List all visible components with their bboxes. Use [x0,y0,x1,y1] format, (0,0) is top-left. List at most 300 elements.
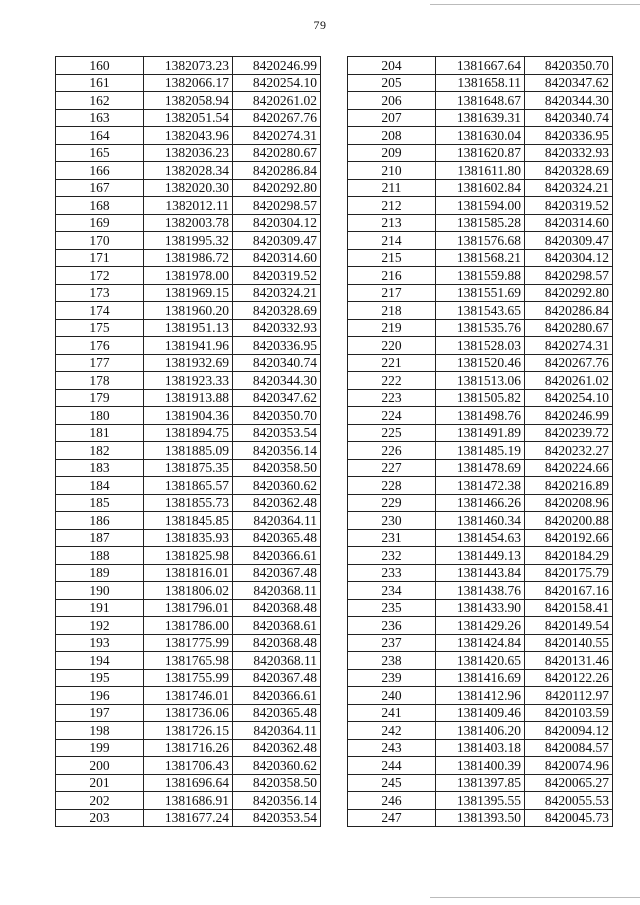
point-number-cell: 193 [56,634,144,652]
y-coordinate-cell: 8420353.54 [233,424,321,442]
table-row [348,547,613,565]
table-row [56,214,321,232]
point-number-cell: 214 [348,232,436,250]
x-coordinate-cell: 1381816.01 [144,564,233,582]
point-number-cell: 197 [56,704,144,722]
x-coordinate-cell: 1381543.65 [436,302,525,320]
x-coordinate-cell: 1381466.26 [436,494,525,512]
point-number-cell: 221 [348,354,436,372]
y-coordinate-cell: 8420344.30 [233,372,321,390]
y-coordinate-cell: 8420368.61 [233,617,321,635]
point-number-cell: 194 [56,652,144,670]
table-row [56,512,321,530]
point-number-cell: 164 [56,127,144,145]
table-row [56,442,321,460]
y-coordinate-cell: 8420232.27 [525,442,613,460]
point-number-cell: 233 [348,564,436,582]
y-coordinate-cell: 8420324.21 [525,179,613,197]
x-coordinate-cell: 1381611.80 [436,162,525,180]
table-row [348,284,613,302]
table-row [348,494,613,512]
y-coordinate-cell: 8420328.69 [233,302,321,320]
point-number-cell: 177 [56,354,144,372]
y-coordinate-cell: 8420362.48 [233,494,321,512]
y-coordinate-cell: 8420304.12 [525,249,613,267]
x-coordinate-cell: 1381951.13 [144,319,233,337]
x-coordinate-cell: 1381520.46 [436,354,525,372]
point-number-cell: 195 [56,669,144,687]
table-row [56,127,321,145]
point-number-cell: 211 [348,179,436,197]
table-row [348,774,613,792]
y-coordinate-cell: 8420367.48 [233,669,321,687]
y-coordinate-cell: 8420356.14 [233,792,321,810]
x-coordinate-cell: 1381403.18 [436,739,525,757]
y-coordinate-cell: 8420332.93 [233,319,321,337]
table-row [348,634,613,652]
point-number-cell: 239 [348,669,436,687]
x-coordinate-cell: 1381551.69 [436,284,525,302]
y-coordinate-cell: 8420356.14 [233,442,321,460]
table-row [56,582,321,600]
y-coordinate-cell: 8420208.96 [525,494,613,512]
table-row [348,739,613,757]
x-coordinate-cell: 1381594.00 [436,197,525,215]
x-coordinate-cell: 1381995.32 [144,232,233,250]
table-row [348,809,613,827]
x-coordinate-cell: 1381923.33 [144,372,233,390]
x-coordinate-cell: 1382003.78 [144,214,233,232]
x-coordinate-cell: 1381620.87 [436,144,525,162]
y-coordinate-cell: 8420368.11 [233,652,321,670]
table-row [348,302,613,320]
x-coordinate-cell: 1381706.43 [144,757,233,775]
y-coordinate-cell: 8420328.69 [525,162,613,180]
point-number-cell: 238 [348,652,436,670]
x-coordinate-cell: 1381585.28 [436,214,525,232]
point-number-cell: 186 [56,512,144,530]
x-coordinate-cell: 1381535.76 [436,319,525,337]
x-coordinate-cell: 1381978.00 [144,267,233,285]
x-coordinate-cell: 1381765.98 [144,652,233,670]
point-number-cell: 163 [56,109,144,127]
point-number-cell: 244 [348,757,436,775]
table-row [348,74,613,92]
table-row [56,687,321,705]
x-coordinate-cell: 1381932.69 [144,354,233,372]
table-row [56,547,321,565]
y-coordinate-cell: 8420239.72 [525,424,613,442]
y-coordinate-cell: 8420216.89 [525,477,613,495]
y-coordinate-cell: 8420304.12 [233,214,321,232]
y-coordinate-cell: 8420055.53 [525,792,613,810]
point-number-cell: 161 [56,74,144,92]
point-number-cell: 162 [56,92,144,110]
x-coordinate-cell: 1381865.57 [144,477,233,495]
point-number-cell: 206 [348,92,436,110]
y-coordinate-cell: 8420149.54 [525,617,613,635]
y-coordinate-cell: 8420045.73 [525,809,613,827]
table-row [56,529,321,547]
point-number-cell: 231 [348,529,436,547]
x-coordinate-cell: 1382012.11 [144,197,233,215]
table-row [348,424,613,442]
point-number-cell: 226 [348,442,436,460]
x-coordinate-cell: 1381969.15 [144,284,233,302]
table-row [56,704,321,722]
point-number-cell: 222 [348,372,436,390]
y-coordinate-cell: 8420353.54 [233,809,321,827]
x-coordinate-cell: 1381904.36 [144,407,233,425]
x-coordinate-cell: 1381941.96 [144,337,233,355]
table-row [56,722,321,740]
table-row [348,617,613,635]
table-row [348,442,613,460]
point-number-cell: 205 [348,74,436,92]
x-coordinate-cell: 1381472.38 [436,477,525,495]
table-row [56,669,321,687]
y-coordinate-cell: 8420332.93 [525,144,613,162]
y-coordinate-cell: 8420367.48 [233,564,321,582]
point-number-cell: 204 [348,57,436,75]
x-coordinate-cell: 1381630.04 [436,127,525,145]
table-row [348,109,613,127]
x-coordinate-cell: 1381875.35 [144,459,233,477]
table-row [348,599,613,617]
x-coordinate-cell: 1382073.23 [144,57,233,75]
y-coordinate-cell: 8420254.10 [233,74,321,92]
y-coordinate-cell: 8420368.48 [233,634,321,652]
table-row [56,634,321,652]
y-coordinate-cell: 8420074.96 [525,757,613,775]
y-coordinate-cell: 8420184.29 [525,547,613,565]
x-coordinate-cell: 1381424.84 [436,634,525,652]
table-row [348,652,613,670]
point-number-cell: 232 [348,547,436,565]
y-coordinate-cell: 8420350.70 [525,57,613,75]
point-number-cell: 199 [56,739,144,757]
point-number-cell: 218 [348,302,436,320]
x-coordinate-cell: 1381960.20 [144,302,233,320]
table-row [348,792,613,810]
y-coordinate-cell: 8420358.50 [233,459,321,477]
table-row [56,74,321,92]
y-coordinate-cell: 8420280.67 [233,144,321,162]
table-row [348,179,613,197]
point-number-cell: 189 [56,564,144,582]
point-number-cell: 224 [348,407,436,425]
coordinates-table-left [55,56,321,827]
table-row [56,179,321,197]
point-number-cell: 201 [56,774,144,792]
table-row [348,512,613,530]
y-coordinate-cell: 8420292.80 [525,284,613,302]
y-coordinate-cell: 8420314.60 [525,214,613,232]
point-number-cell: 227 [348,459,436,477]
x-coordinate-cell: 1381602.84 [436,179,525,197]
point-number-cell: 200 [56,757,144,775]
y-coordinate-cell: 8420084.57 [525,739,613,757]
y-coordinate-cell: 8420347.62 [233,389,321,407]
x-coordinate-cell: 1381806.02 [144,582,233,600]
x-coordinate-cell: 1381438.76 [436,582,525,600]
y-coordinate-cell: 8420360.62 [233,477,321,495]
x-coordinate-cell: 1381845.85 [144,512,233,530]
table-row [56,162,321,180]
table-row [56,599,321,617]
point-number-cell: 245 [348,774,436,792]
x-coordinate-cell: 1381513.06 [436,372,525,390]
y-coordinate-cell: 8420246.99 [233,57,321,75]
y-coordinate-cell: 8420319.52 [233,267,321,285]
y-coordinate-cell: 8420368.11 [233,582,321,600]
y-coordinate-cell: 8420344.30 [525,92,613,110]
y-coordinate-cell: 8420254.10 [525,389,613,407]
table-row [348,704,613,722]
point-number-cell: 172 [56,267,144,285]
point-number-cell: 185 [56,494,144,512]
x-coordinate-cell: 1381568.21 [436,249,525,267]
y-coordinate-cell: 8420309.47 [233,232,321,250]
table-row [348,529,613,547]
x-coordinate-cell: 1381726.15 [144,722,233,740]
x-coordinate-cell: 1382036.23 [144,144,233,162]
x-coordinate-cell: 1381825.98 [144,547,233,565]
point-number-cell: 173 [56,284,144,302]
x-coordinate-cell: 1381460.34 [436,512,525,530]
table-row [56,424,321,442]
x-coordinate-cell: 1381397.85 [436,774,525,792]
table-row [348,319,613,337]
y-coordinate-cell: 8420286.84 [233,162,321,180]
table-row [348,197,613,215]
y-coordinate-cell: 8420365.48 [233,529,321,547]
point-number-cell: 184 [56,477,144,495]
x-coordinate-cell: 1381716.26 [144,739,233,757]
y-coordinate-cell: 8420340.74 [233,354,321,372]
x-coordinate-cell: 1382043.96 [144,127,233,145]
point-number-cell: 208 [348,127,436,145]
point-number-cell: 182 [56,442,144,460]
point-number-cell: 180 [56,407,144,425]
x-coordinate-cell: 1381443.84 [436,564,525,582]
x-coordinate-cell: 1381855.73 [144,494,233,512]
point-number-cell: 169 [56,214,144,232]
x-coordinate-cell: 1381775.99 [144,634,233,652]
table-row [56,197,321,215]
point-number-cell: 165 [56,144,144,162]
point-number-cell: 191 [56,599,144,617]
table-row [56,337,321,355]
x-coordinate-cell: 1381576.68 [436,232,525,250]
table-row [56,92,321,110]
table-row [56,792,321,810]
y-coordinate-cell: 8420366.61 [233,547,321,565]
x-coordinate-cell: 1381416.69 [436,669,525,687]
y-coordinate-cell: 8420364.11 [233,512,321,530]
table-row [348,214,613,232]
table-row [56,809,321,827]
x-coordinate-cell: 1381449.13 [436,547,525,565]
table-row [56,372,321,390]
table-row [348,564,613,582]
table-row [56,564,321,582]
x-coordinate-cell: 1381667.64 [436,57,525,75]
x-coordinate-cell: 1381395.55 [436,792,525,810]
point-number-cell: 176 [56,337,144,355]
point-number-cell: 179 [56,389,144,407]
table-row [56,407,321,425]
y-coordinate-cell: 8420358.50 [233,774,321,792]
x-coordinate-cell: 1381835.93 [144,529,233,547]
table-row [348,249,613,267]
table-row [348,372,613,390]
y-coordinate-cell: 8420274.31 [525,337,613,355]
y-coordinate-cell: 8420314.60 [233,249,321,267]
y-coordinate-cell: 8420103.59 [525,704,613,722]
x-coordinate-cell: 1382020.30 [144,179,233,197]
table-row [348,57,613,75]
x-coordinate-cell: 1381491.89 [436,424,525,442]
point-number-cell: 167 [56,179,144,197]
x-coordinate-cell: 1381686.91 [144,792,233,810]
y-coordinate-cell: 8420340.74 [525,109,613,127]
y-coordinate-cell: 8420131.46 [525,652,613,670]
y-coordinate-cell: 8420292.80 [233,179,321,197]
point-number-cell: 247 [348,809,436,827]
y-coordinate-cell: 8420261.02 [525,372,613,390]
y-coordinate-cell: 8420274.31 [233,127,321,145]
table-row [56,284,321,302]
point-number-cell: 178 [56,372,144,390]
point-number-cell: 234 [348,582,436,600]
y-coordinate-cell: 8420112.97 [525,687,613,705]
table-row [348,127,613,145]
x-coordinate-cell: 1381736.06 [144,704,233,722]
x-coordinate-cell: 1382028.34 [144,162,233,180]
table-row [348,389,613,407]
x-coordinate-cell: 1381639.31 [436,109,525,127]
y-coordinate-cell: 8420364.11 [233,722,321,740]
table-row [348,722,613,740]
table-row [56,389,321,407]
table-row [348,407,613,425]
x-coordinate-cell: 1381478.69 [436,459,525,477]
point-number-cell: 192 [56,617,144,635]
x-coordinate-cell: 1381986.72 [144,249,233,267]
x-coordinate-cell: 1381913.88 [144,389,233,407]
x-coordinate-cell: 1381498.76 [436,407,525,425]
point-number-cell: 207 [348,109,436,127]
point-number-cell: 188 [56,547,144,565]
table-row [56,249,321,267]
y-coordinate-cell: 8420280.67 [525,319,613,337]
y-coordinate-cell: 8420167.16 [525,582,613,600]
x-coordinate-cell: 1381412.96 [436,687,525,705]
point-number-cell: 160 [56,57,144,75]
table-row [56,774,321,792]
point-number-cell: 213 [348,214,436,232]
table-row [56,494,321,512]
point-number-cell: 210 [348,162,436,180]
table-row [348,477,613,495]
y-coordinate-cell: 8420336.95 [233,337,321,355]
point-number-cell: 243 [348,739,436,757]
y-coordinate-cell: 8420362.48 [233,739,321,757]
x-coordinate-cell: 1382051.54 [144,109,233,127]
y-coordinate-cell: 8420350.70 [233,407,321,425]
x-coordinate-cell: 1381894.75 [144,424,233,442]
point-number-cell: 196 [56,687,144,705]
table-row [348,669,613,687]
y-coordinate-cell: 8420298.57 [525,267,613,285]
x-coordinate-cell: 1381885.09 [144,442,233,460]
x-coordinate-cell: 1381400.39 [436,757,525,775]
y-coordinate-cell: 8420122.26 [525,669,613,687]
point-number-cell: 170 [56,232,144,250]
point-number-cell: 198 [56,722,144,740]
point-number-cell: 181 [56,424,144,442]
x-coordinate-cell: 1381485.19 [436,442,525,460]
y-coordinate-cell: 8420267.76 [233,109,321,127]
point-number-cell: 235 [348,599,436,617]
x-coordinate-cell: 1381420.65 [436,652,525,670]
page-number: 79 [313,18,327,32]
point-number-cell: 240 [348,687,436,705]
scan-edge-line-top [430,4,640,5]
table-row [56,267,321,285]
x-coordinate-cell: 1381406.20 [436,722,525,740]
table-row [56,354,321,372]
table-row [56,477,321,495]
point-number-cell: 228 [348,477,436,495]
y-coordinate-cell: 8420140.55 [525,634,613,652]
x-coordinate-cell: 1381528.03 [436,337,525,355]
table-row [56,739,321,757]
point-number-cell: 215 [348,249,436,267]
table-row [348,459,613,477]
point-number-cell: 220 [348,337,436,355]
point-number-cell: 229 [348,494,436,512]
table-row [56,109,321,127]
point-number-cell: 203 [56,809,144,827]
point-number-cell: 225 [348,424,436,442]
point-number-cell: 236 [348,617,436,635]
y-coordinate-cell: 8420368.48 [233,599,321,617]
point-number-cell: 190 [56,582,144,600]
table-row [56,57,321,75]
table-row [56,319,321,337]
table-row [348,92,613,110]
table-row [56,144,321,162]
x-coordinate-cell: 1381429.26 [436,617,525,635]
x-coordinate-cell: 1381454.63 [436,529,525,547]
x-coordinate-cell: 1381505.82 [436,389,525,407]
y-coordinate-cell: 8420319.52 [525,197,613,215]
point-number-cell: 202 [56,792,144,810]
x-coordinate-cell: 1381696.64 [144,774,233,792]
y-coordinate-cell: 8420286.84 [525,302,613,320]
x-coordinate-cell: 1381658.11 [436,74,525,92]
y-coordinate-cell: 8420365.48 [233,704,321,722]
y-coordinate-cell: 8420360.62 [233,757,321,775]
y-coordinate-cell: 8420246.99 [525,407,613,425]
point-number-cell: 183 [56,459,144,477]
table-row [348,687,613,705]
y-coordinate-cell: 8420336.95 [525,127,613,145]
point-number-cell: 166 [56,162,144,180]
table-row [56,652,321,670]
